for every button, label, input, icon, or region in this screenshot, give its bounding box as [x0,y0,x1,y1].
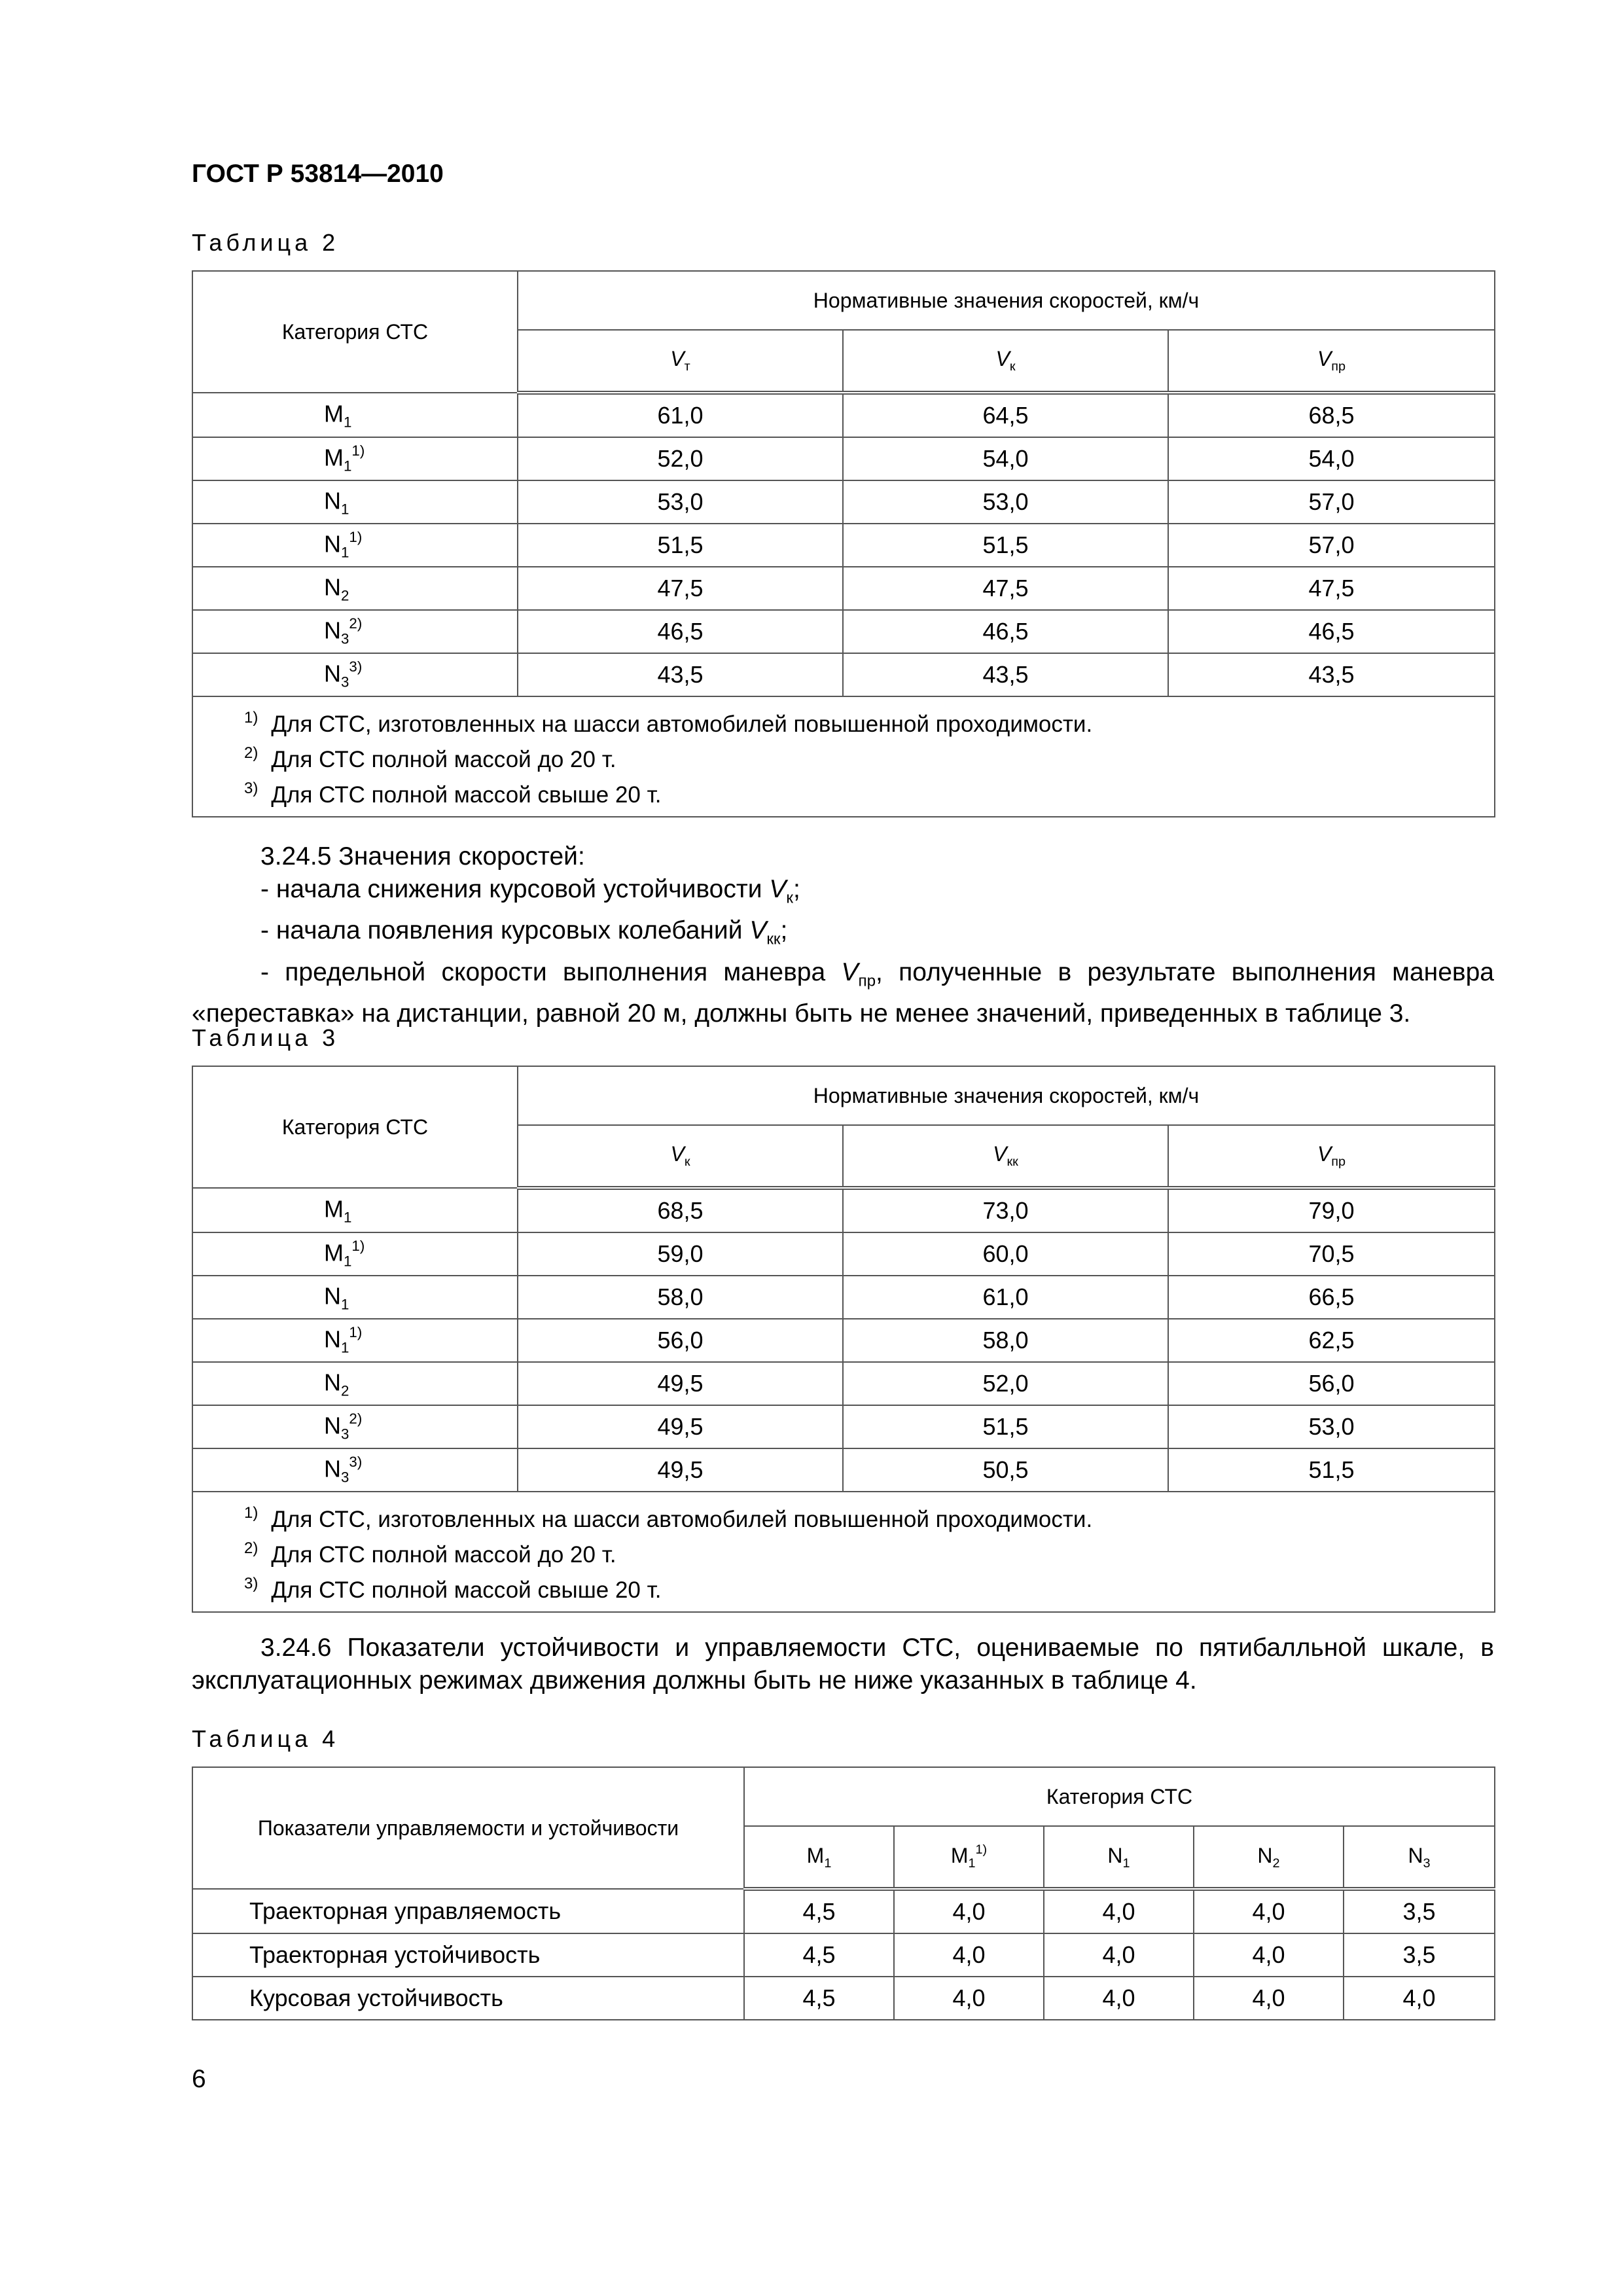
speed-value-cell: 54,0 [1168,437,1495,480]
score-value-cell: 4,0 [1044,1977,1194,2020]
table-row [192,524,1495,567]
speed-column-header: $V_{кк}$ [843,1125,1168,1188]
speed-value-cell: 43,5 [518,653,843,696]
speed-value-cell: 46,5 [1168,610,1495,653]
score-value-cell: 4,0 [1194,1889,1344,1933]
footnote: $^{1)}$ Для СТС, изготовленных на шасси автомобилей повышенной проходимости. [244,709,1093,737]
category-cell: $N_1^{1)}$ [192,524,518,567]
section-3-24-6 [192,1632,1494,1697]
speed-value-cell: 47,5 [1168,567,1495,610]
table4 [192,1767,1495,2020]
table-row [192,1319,1495,1362]
speed-value-cell: 62,5 [1168,1319,1495,1362]
speed-value-cell: 51,5 [843,524,1168,567]
speed-value-cell: 64,5 [843,393,1168,437]
footnote: $^{1)}$ Для СТС, изготовленных на шасси автомобилей повышенной проходимости. [244,1504,1093,1532]
score-value-cell: 3,5 [1344,1933,1495,1977]
score-value-cell: 4,0 [1194,1933,1344,1977]
speed-value-cell: 51,5 [1168,1448,1495,1492]
speed-value-cell: 58,0 [843,1319,1168,1362]
footnote: $^{3)}$ Для СТС полной массой свыше 20 т. [244,780,662,808]
speed-value-cell: 60,0 [843,1232,1168,1276]
category-cell: $N_1$ [192,480,518,524]
table-row [192,1933,1495,1977]
table2 [192,270,1495,817]
speed-value-cell: 61,0 [518,393,843,437]
table3 [192,1066,1495,1613]
list-item: - начала появления курсовых колебаний $V_{кк}$; [260,916,788,948]
paragraph-line: эксплуатационных режимах движения должны быть не ниже указанных в таблице 4. [192,1666,1197,1695]
category-cell: $M_1^{1)}$ [192,437,518,480]
table3-caption: Таблица 3 [192,1024,340,1051]
speed-value-cell: 49,5 [518,1362,843,1405]
speed-value-cell: 43,5 [1168,653,1495,696]
speed-column-header: $V_к$ [518,1125,843,1188]
category-header: Категория СТС [192,271,518,393]
score-value-cell: 4,0 [1044,1933,1194,1977]
speed-value-cell: 53,0 [1168,1405,1495,1448]
table-row [192,567,1495,610]
score-value-cell: 4,0 [1194,1977,1344,2020]
speed-value-cell: 79,0 [1168,1188,1495,1232]
score-value-cell: 4,5 [744,1933,894,1977]
score-value-cell: 4,0 [1344,1977,1495,2020]
category-cell: $M_1$ [192,1188,518,1232]
score-value-cell: 4,0 [894,1889,1044,1933]
category-column-header: $M_1$ [744,1826,894,1889]
speed-value-cell: 52,0 [843,1362,1168,1405]
section-heading: 3.24.5 Значения скоростей: [260,842,585,870]
speed-value-cell: 43,5 [843,653,1168,696]
table-row [192,610,1495,653]
category-cell: $N_3^{2)}$ [192,610,518,653]
table4-body [192,1889,1495,2020]
table-row [192,1405,1495,1448]
table-row [192,1188,1495,1232]
table-row [192,1362,1495,1405]
table2-body [192,393,1495,696]
speed-group-header: Нормативные значения скоростей, км/ч [518,1066,1495,1125]
speed-value-cell: 68,5 [1168,393,1495,437]
table-row [192,1889,1495,1933]
speed-value-cell: 46,5 [843,610,1168,653]
page-number: 6 [192,2065,206,2093]
speed-value-cell: 56,0 [518,1319,843,1362]
score-value-cell: 4,0 [894,1933,1044,1977]
category-header: Категория СТС [192,1066,518,1188]
speed-column-header: $V_т$ [518,330,843,393]
speed-value-cell: 53,0 [843,480,1168,524]
paragraph-line: 3.24.6 Показатели устойчивости и управляемости СТС, оцениваемые по пятибалльной шкале, в [260,1634,1494,1662]
score-value-cell: 3,5 [1344,1889,1495,1933]
indicator-name-cell: Курсовая устойчивость [192,1977,744,2020]
speed-value-cell: 73,0 [843,1188,1168,1232]
speed-value-cell: 51,5 [843,1405,1168,1448]
category-cell: $M_1$ [192,393,518,437]
table-row [192,393,1495,437]
speed-value-cell: 57,0 [1168,480,1495,524]
category-cell: $M_1^{1)}$ [192,1232,518,1276]
speed-value-cell: 47,5 [518,567,843,610]
category-column-header: $N_1$ [1044,1826,1194,1889]
category-cell: $N_2$ [192,567,518,610]
table-footnotes [192,1492,1495,1612]
category-cell: $N_3^{3)}$ [192,653,518,696]
table3-body [192,1188,1495,1492]
speed-value-cell: 52,0 [518,437,843,480]
score-value-cell: 4,5 [744,1977,894,2020]
table-row [192,1448,1495,1492]
speed-value-cell: 57,0 [1168,524,1495,567]
score-value-cell: 4,0 [1044,1889,1194,1933]
category-column-header: $N_3$ [1344,1826,1495,1889]
speed-value-cell: 54,0 [843,437,1168,480]
indicator-name-cell: Траекторная устойчивость [192,1933,744,1977]
table-row [192,480,1495,524]
footnote: $^{3)}$ Для СТС полной массой свыше 20 т. [244,1575,662,1603]
speed-value-cell: 61,0 [843,1276,1168,1319]
category-column-header: $M_1^{1)}$ [894,1826,1044,1889]
speed-value-cell: 59,0 [518,1232,843,1276]
footnote: $^{2)}$ Для СТС полной массой до 20 т. [244,744,616,772]
speed-value-cell: 51,5 [518,524,843,567]
section-3-24-5 [192,840,1494,1030]
speed-value-cell: 68,5 [518,1188,843,1232]
speed-value-cell: 49,5 [518,1405,843,1448]
speed-value-cell: 58,0 [518,1276,843,1319]
table2-caption: Таблица 2 [192,229,340,256]
speed-column-header: $V_{пр}$ [1168,1125,1495,1188]
category-column-header: $N_2$ [1194,1826,1344,1889]
speed-column-header: $V_к$ [843,330,1168,393]
category-cell: $N_3^{2)}$ [192,1405,518,1448]
paragraph-continuation: «переставка» на дистанции, равной 20 м, должны быть не менее значений, приведенных в таблице 3. [192,999,1411,1028]
speed-value-cell: 56,0 [1168,1362,1495,1405]
list-item: - предельной скорости выполнения маневра $V_{пр}$, полученные в результате выполнения маневра [260,958,1494,990]
table-row [192,1232,1495,1276]
speed-value-cell: 50,5 [843,1448,1168,1492]
score-value-cell: 4,0 [894,1977,1044,2020]
table-footnotes [192,696,1495,817]
speed-value-cell: 70,5 [1168,1232,1495,1276]
list-item: - начала снижения курсовой устойчивости $V_к$; [260,875,800,907]
speed-value-cell: 49,5 [518,1448,843,1492]
table-row [192,1977,1495,2020]
document-code: ГОСТ Р 53814—2010 [192,160,444,188]
category-group-header: Категория СТС [744,1767,1495,1826]
table4-caption: Таблица 4 [192,1725,340,1752]
indicator-header: Показатели управляемости и устойчивости [192,1767,744,1889]
indicator-name-cell: Траекторная управляемость [192,1889,744,1933]
category-cell: $N_1^{1)}$ [192,1319,518,1362]
speed-value-cell: 46,5 [518,610,843,653]
category-cell: $N_1$ [192,1276,518,1319]
category-cell: $N_2$ [192,1362,518,1405]
speed-value-cell: 66,5 [1168,1276,1495,1319]
speed-column-header: $V_{пр}$ [1168,330,1495,393]
table-row [192,437,1495,480]
speed-group-header: Нормативные значения скоростей, км/ч [518,271,1495,330]
footnote: $^{2)}$ Для СТС полной массой до 20 т. [244,1539,616,1568]
table-row [192,1276,1495,1319]
score-value-cell: 4,5 [744,1889,894,1933]
speed-value-cell: 53,0 [518,480,843,524]
table-row [192,653,1495,696]
speed-value-cell: 47,5 [843,567,1168,610]
category-cell: $N_3^{3)}$ [192,1448,518,1492]
